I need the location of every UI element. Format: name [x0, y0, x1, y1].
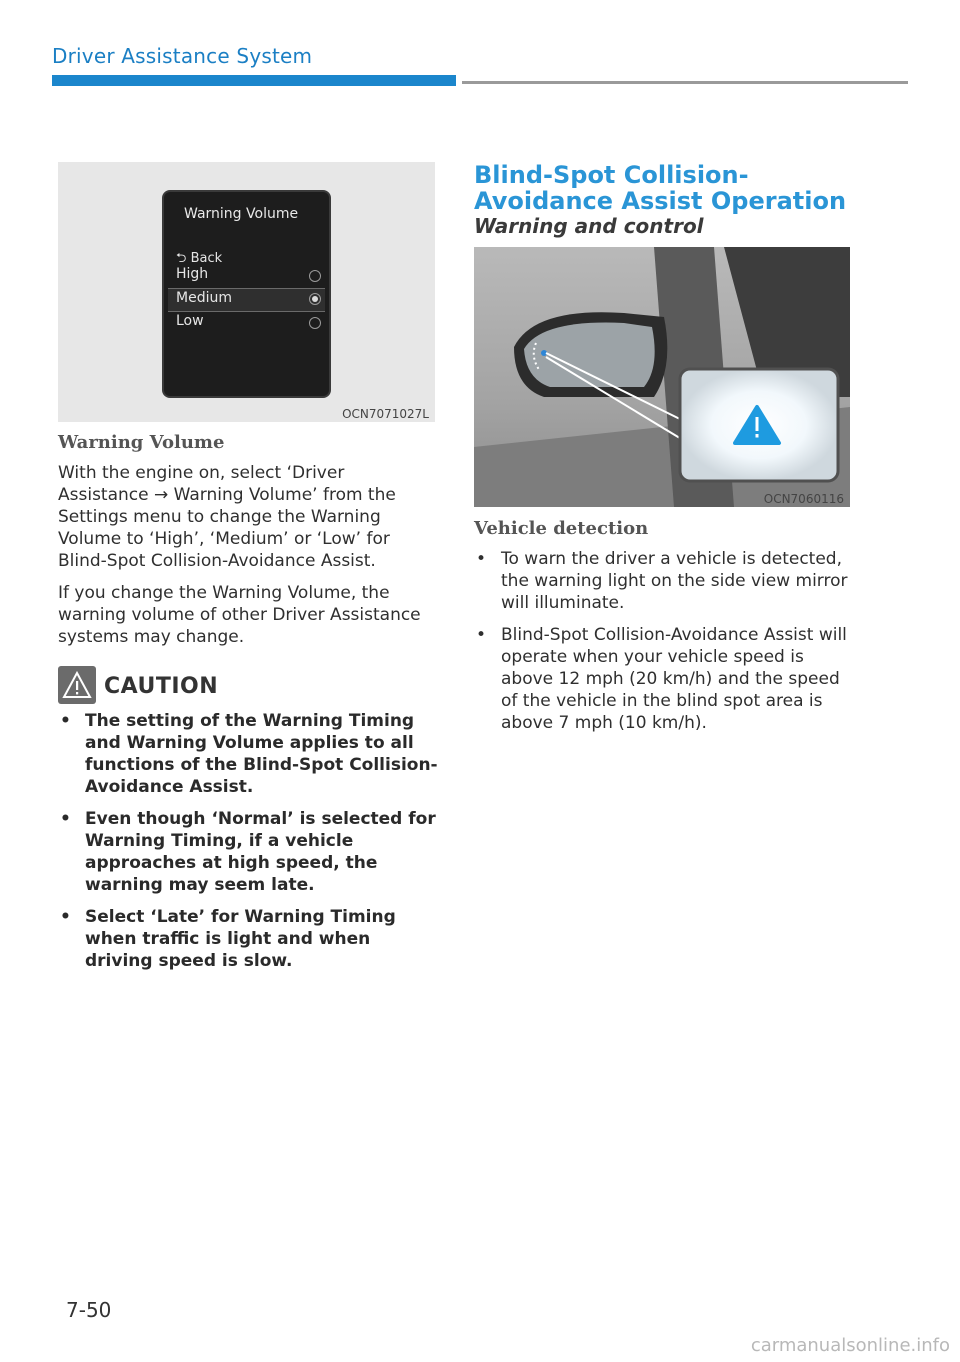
figure-caption: OCN7071027L: [342, 407, 429, 421]
option-high: High: [176, 266, 209, 282]
list-item: [58, 710, 438, 798]
caution-list: [58, 710, 438, 982]
radio-high-icon: [309, 270, 321, 282]
list-item-text: The setting of the Warning Timing and Warning Volume applies to all functions of the Blind-Spot Collision-Avoidance Assist.: [85, 711, 438, 797]
warning-volume-figure: [58, 162, 435, 422]
list-item-text: To warn the driver a vehicle is detected, the warning light on the side view mirror will illuminate.: [501, 549, 848, 613]
back-label: Back: [190, 251, 223, 266]
side-mirror-illustration: [474, 247, 850, 507]
list-item: [474, 548, 854, 614]
radio-low-icon: [309, 317, 321, 329]
header-rule-accent: [52, 75, 456, 86]
list-item: [58, 906, 438, 972]
vehicle-detection-list: [474, 548, 854, 744]
bullet: •: [60, 809, 71, 829]
section-subheading: Warning and control: [474, 214, 704, 238]
section-title: Driver Assistance System: [52, 44, 313, 68]
header-rule: [462, 81, 908, 84]
warning-volume-body: [58, 462, 438, 658]
list-item: [58, 808, 438, 896]
option-low: Low: [176, 313, 204, 329]
list-item: [474, 624, 854, 734]
paragraph: With the engine on, select ‘Driver Assistance → Warning Volume’ from the Settings menu to change the Warning Volume to ‘High’, ‘Medium’ or ‘Low’ for Blind-Spot Collision-Avoidance Assist.: [58, 463, 396, 571]
side-mirror-figure: [474, 247, 850, 507]
list-item-text: Select ‘Late’ for Warning Timing when traffic is light and when driving speed is slow.: [85, 907, 396, 971]
option-medium: Medium: [176, 290, 232, 306]
radio-medium-icon: [309, 293, 321, 305]
warning-volume-heading: Warning Volume: [58, 432, 225, 453]
watermark: carmanualsonline.info: [750, 1335, 950, 1356]
caution-icon: [58, 666, 96, 704]
vehicle-detection-heading: Vehicle detection: [474, 518, 649, 539]
section-heading: Blind-Spot Collision-Avoidance Assist Operation: [474, 161, 847, 215]
figure-caption: OCN7060116: [763, 492, 844, 506]
paragraph: If you change the Warning Volume, the warning volume of other Driver Assistance systems may change.: [58, 583, 421, 647]
cluster-screen: [164, 192, 329, 396]
list-item-text: Even though ‘Normal’ is selected for Warning Timing, if a vehicle approaches at high speed, the warning may seem late.: [85, 809, 436, 895]
bullet: •: [60, 711, 71, 731]
bullet: •: [476, 549, 487, 569]
page-number: 7-50: [66, 1298, 112, 1322]
bullet: •: [476, 625, 487, 645]
bullet: •: [60, 907, 71, 927]
caution-title: CAUTION: [104, 674, 219, 699]
back-icon: ⮌: [176, 251, 187, 266]
list-item-text: Blind-Spot Collision-Avoidance Assist will operate when your vehicle speed is above 12 mph (20 km/h) and the speed of the vehicle in the blind spot area is above 7 mph (10 km/h).: [501, 625, 847, 733]
screen-title: Warning Volume: [184, 206, 299, 222]
